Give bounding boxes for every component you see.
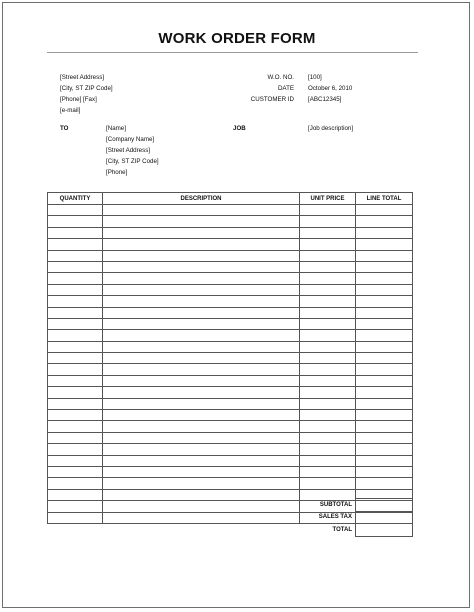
- line-total-cell[interactable]: [356, 410, 413, 421]
- to-city[interactable]: [City, ST ZIP Code]: [106, 158, 159, 165]
- to-phone[interactable]: [Phone]: [106, 169, 128, 176]
- sender-phone-fax: [Phone] [Fax]: [60, 96, 97, 103]
- unit-price-cell[interactable]: [300, 364, 356, 375]
- quantity-cell[interactable]: [48, 466, 103, 477]
- description-cell[interactable]: [103, 512, 300, 523]
- table-row: [48, 375, 413, 386]
- unit-price-cell[interactable]: [300, 250, 356, 261]
- description-cell[interactable]: [103, 353, 300, 364]
- unit-price-cell[interactable]: [300, 307, 356, 318]
- line-total-cell[interactable]: [356, 205, 413, 216]
- line-total-header: LINE TOTAL: [356, 193, 413, 205]
- description-cell[interactable]: [103, 421, 300, 432]
- quantity-cell[interactable]: [48, 387, 103, 398]
- unit-price-cell[interactable]: [300, 273, 356, 284]
- description-cell[interactable]: [103, 410, 300, 421]
- description-cell[interactable]: [103, 216, 300, 227]
- description-cell[interactable]: [103, 501, 300, 512]
- quantity-cell[interactable]: [48, 512, 103, 523]
- quantity-cell[interactable]: [48, 398, 103, 409]
- total-row: [297, 524, 413, 537]
- line-total-cell[interactable]: [356, 261, 413, 272]
- description-cell[interactable]: [103, 330, 300, 341]
- description-cell[interactable]: [103, 227, 300, 238]
- line-total-cell[interactable]: [356, 227, 413, 238]
- table-row: [48, 398, 413, 409]
- line-total-cell[interactable]: [356, 478, 413, 489]
- wo-number-label: W.O. NO.: [267, 74, 294, 81]
- table-row: [48, 341, 413, 352]
- job-label: JOB: [233, 125, 246, 132]
- total-cell[interactable]: [356, 524, 413, 537]
- table-row: [48, 318, 413, 329]
- unit-price-cell[interactable]: [300, 410, 356, 421]
- description-cell[interactable]: [103, 444, 300, 455]
- subtotal-label: SUBTOTAL: [319, 501, 352, 508]
- line-total-cell[interactable]: [356, 318, 413, 329]
- description-cell[interactable]: [103, 307, 300, 318]
- line-items-table: [47, 192, 413, 524]
- meta-values: [308, 72, 352, 105]
- sales-tax-row: [297, 511, 413, 524]
- line-total-cell[interactable]: [356, 455, 413, 466]
- line-total-cell[interactable]: [356, 330, 413, 341]
- table-row: [48, 239, 413, 250]
- unit-price-cell[interactable]: [300, 261, 356, 272]
- description-cell[interactable]: [103, 478, 300, 489]
- to-street[interactable]: [Street Address]: [106, 147, 151, 154]
- line-total-cell[interactable]: [356, 375, 413, 386]
- table-row: [48, 421, 413, 432]
- table-row: [48, 410, 413, 421]
- description-cell[interactable]: [103, 489, 300, 500]
- unit-price-cell[interactable]: [300, 432, 356, 443]
- quantity-cell[interactable]: [48, 341, 103, 352]
- line-total-cell[interactable]: [356, 387, 413, 398]
- sender-email: [e-mail]: [60, 107, 81, 114]
- subtotal-cell[interactable]: [356, 499, 413, 512]
- quantity-cell[interactable]: [48, 205, 103, 216]
- description-cell[interactable]: [103, 205, 300, 216]
- unit-price-cell[interactable]: [300, 375, 356, 386]
- title-divider: [47, 52, 418, 53]
- description-cell[interactable]: [103, 455, 300, 466]
- description-header: DESCRIPTION: [103, 193, 300, 205]
- quantity-cell[interactable]: [48, 432, 103, 443]
- quantity-cell[interactable]: [48, 239, 103, 250]
- line-total-cell[interactable]: [356, 239, 413, 250]
- unit-price-cell[interactable]: [300, 398, 356, 409]
- quantity-cell[interactable]: [48, 330, 103, 341]
- table-row: [48, 250, 413, 261]
- table-row: [48, 273, 413, 284]
- unit-price-cell[interactable]: [300, 421, 356, 432]
- unit-price-cell[interactable]: [300, 478, 356, 489]
- quantity-cell[interactable]: [48, 375, 103, 386]
- quantity-cell[interactable]: [48, 478, 103, 489]
- quantity-cell[interactable]: [48, 307, 103, 318]
- quantity-cell[interactable]: [48, 501, 103, 512]
- table-row: [48, 466, 413, 477]
- table-row: [48, 205, 413, 216]
- customer-id-value[interactable]: [ABC12345]: [308, 96, 342, 103]
- totals-table: [297, 498, 413, 537]
- description-cell[interactable]: [103, 398, 300, 409]
- date-label: DATE: [277, 85, 294, 92]
- description-cell[interactable]: [103, 273, 300, 284]
- unit-price-cell[interactable]: [300, 455, 356, 466]
- sales-tax-cell[interactable]: [356, 511, 413, 524]
- table-row: [48, 353, 413, 364]
- description-cell[interactable]: [103, 387, 300, 398]
- quantity-cell[interactable]: [48, 318, 103, 329]
- customer-id-label: CUSTOMER ID: [250, 96, 294, 103]
- quantity-cell[interactable]: [48, 273, 103, 284]
- quantity-cell[interactable]: [48, 227, 103, 238]
- unit-price-cell[interactable]: [300, 387, 356, 398]
- table-row: [48, 444, 413, 455]
- line-total-cell[interactable]: [356, 421, 413, 432]
- unit-price-cell[interactable]: [300, 296, 356, 307]
- unit-price-cell[interactable]: [300, 353, 356, 364]
- quantity-cell[interactable]: [48, 364, 103, 375]
- description-cell[interactable]: [103, 341, 300, 352]
- unit-price-cell[interactable]: [300, 318, 356, 329]
- quantity-cell[interactable]: [48, 444, 103, 455]
- table-row: [48, 216, 413, 227]
- line-total-cell[interactable]: [356, 284, 413, 295]
- quantity-cell[interactable]: [48, 250, 103, 261]
- description-cell[interactable]: [103, 239, 300, 250]
- subtotal-row: [297, 499, 413, 512]
- unit-price-cell[interactable]: [300, 227, 356, 238]
- table-row: [48, 330, 413, 341]
- line-total-cell[interactable]: [356, 432, 413, 443]
- quantity-cell[interactable]: [48, 489, 103, 500]
- unit-price-cell[interactable]: [300, 205, 356, 216]
- line-items-body: [48, 205, 413, 524]
- quantity-cell[interactable]: [48, 216, 103, 227]
- to-address-block: [106, 123, 159, 178]
- to-label: TO: [60, 125, 69, 132]
- table-row: [48, 227, 413, 238]
- line-total-cell[interactable]: [356, 216, 413, 227]
- quantity-cell[interactable]: [48, 296, 103, 307]
- quantity-header: QUANTITY: [48, 193, 103, 205]
- description-cell[interactable]: [103, 296, 300, 307]
- description-cell[interactable]: [103, 261, 300, 272]
- quantity-cell[interactable]: [48, 284, 103, 295]
- unit-price-cell[interactable]: [300, 284, 356, 295]
- description-cell[interactable]: [103, 375, 300, 386]
- meta-labels: [251, 72, 294, 105]
- line-total-cell[interactable]: [356, 353, 413, 364]
- line-total-cell[interactable]: [356, 307, 413, 318]
- wo-number-value[interactable]: [100]: [308, 74, 322, 81]
- unit-price-cell[interactable]: [300, 341, 356, 352]
- sender-city: [City, ST ZIP Code]: [60, 85, 113, 92]
- table-header-row: [48, 193, 413, 205]
- unit-price-cell[interactable]: [300, 330, 356, 341]
- description-cell[interactable]: [103, 364, 300, 375]
- quantity-cell[interactable]: [48, 421, 103, 432]
- description-cell[interactable]: [103, 432, 300, 443]
- table-row: [48, 387, 413, 398]
- description-cell[interactable]: [103, 318, 300, 329]
- table-row: [48, 478, 413, 489]
- line-total-cell[interactable]: [356, 296, 413, 307]
- line-total-cell[interactable]: [356, 364, 413, 375]
- description-cell[interactable]: [103, 284, 300, 295]
- to-company[interactable]: [Company Name]: [106, 136, 155, 143]
- table-row: [48, 261, 413, 272]
- line-total-cell[interactable]: [356, 273, 413, 284]
- table-row: [48, 432, 413, 443]
- job-description[interactable]: [Job description]: [308, 125, 354, 132]
- unit-price-header: UNIT PRICE: [300, 193, 356, 205]
- line-total-cell[interactable]: [356, 341, 413, 352]
- quantity-cell[interactable]: [48, 261, 103, 272]
- line-total-cell[interactable]: [356, 466, 413, 477]
- description-cell[interactable]: [103, 466, 300, 477]
- quantity-cell[interactable]: [48, 410, 103, 421]
- table-row: [48, 455, 413, 466]
- form-title: WORK ORDER FORM: [158, 30, 316, 47]
- description-cell[interactable]: [103, 250, 300, 261]
- to-name[interactable]: [Name]: [106, 125, 126, 132]
- unit-price-cell[interactable]: [300, 444, 356, 455]
- table-row: [48, 364, 413, 375]
- unit-price-cell[interactable]: [300, 466, 356, 477]
- quantity-cell[interactable]: [48, 455, 103, 466]
- table-row: [48, 307, 413, 318]
- table-row: [48, 284, 413, 295]
- sender-street: [Street Address]: [60, 74, 105, 81]
- unit-price-cell[interactable]: [300, 216, 356, 227]
- quantity-cell[interactable]: [48, 353, 103, 364]
- date-value[interactable]: October 6, 2010: [308, 85, 353, 92]
- line-total-cell[interactable]: [356, 250, 413, 261]
- line-total-cell[interactable]: [356, 398, 413, 409]
- sales-tax-label: SALES TAX: [318, 514, 352, 521]
- line-total-cell[interactable]: [356, 444, 413, 455]
- table-row: [48, 296, 413, 307]
- total-label: TOTAL: [332, 526, 352, 533]
- sender-block: [60, 72, 113, 116]
- unit-price-cell[interactable]: [300, 239, 356, 250]
